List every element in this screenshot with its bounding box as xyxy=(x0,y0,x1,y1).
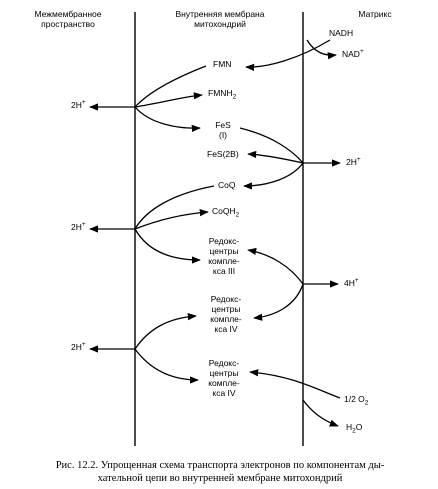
proton-right-2-sup: + xyxy=(354,277,359,285)
complex4b-line3: компле- xyxy=(208,378,240,388)
complex4a-line2: центры xyxy=(211,304,241,314)
label-coqh2 xyxy=(212,206,240,219)
arrow-junction-complex3-top xyxy=(248,250,303,284)
arrow-coq-junction xyxy=(135,186,214,229)
arrow-junction-coqh2 xyxy=(135,212,208,229)
arrow-nadh-fmn xyxy=(246,40,330,67)
arrow-o2-h2o xyxy=(303,400,338,426)
fes1-line2: (I) xyxy=(218,130,228,140)
proton-right-1-base: 2H xyxy=(346,157,357,167)
label-nad-plus xyxy=(342,49,364,59)
label-proton-right-2 xyxy=(344,278,359,288)
arrow-fes1-junction xyxy=(240,128,303,163)
coqh-sub: 2 xyxy=(235,211,240,219)
proton-left-1-sup: + xyxy=(81,99,86,107)
arrow-junction-fmnh2 xyxy=(135,95,202,107)
fmnh-sub: 2 xyxy=(232,93,237,101)
label-half-o2 xyxy=(344,394,369,407)
header-left-line2: пространство xyxy=(41,19,95,29)
complex4a-line4: кса IV xyxy=(214,324,238,334)
label-fes2b: FeS(2B) xyxy=(207,149,239,159)
header-right: Матрикс xyxy=(358,9,392,19)
label-h2o xyxy=(346,422,363,435)
label-nadh: NADH xyxy=(329,28,354,38)
complex4a-line3: компле- xyxy=(210,314,242,324)
proton-left-2-base: 2H xyxy=(71,222,82,232)
label-fes1 xyxy=(206,120,240,140)
complex3-line1: Редокс- xyxy=(208,236,240,246)
label-complex-4a xyxy=(200,294,252,334)
complex4b-line4: кса IV xyxy=(212,388,236,398)
h2o-h: H xyxy=(346,422,353,432)
nad-sup: + xyxy=(359,48,364,56)
h2o-o: O xyxy=(355,422,363,432)
header-center-line2: митохондрий xyxy=(194,19,246,29)
arrow-junction-coq xyxy=(244,163,303,186)
label-proton-left-1 xyxy=(71,100,86,110)
label-proton-right-1 xyxy=(346,157,361,167)
label-proton-left-3 xyxy=(71,342,86,352)
arrow-junction-complex4a-left xyxy=(135,316,196,349)
header-left-line1: Межмембранное xyxy=(34,9,102,19)
h2o-sub: 2 xyxy=(352,427,356,435)
arrow-o2-complex4b xyxy=(250,372,340,398)
caption-line2: хательной цепи во внутренней мембране митохондрий xyxy=(97,473,343,484)
complex4a-line1: Редокс- xyxy=(210,294,242,304)
complex3-line3: компле- xyxy=(208,256,240,266)
proton-left-2-sup: + xyxy=(81,221,86,229)
label-proton-left-2 xyxy=(71,222,86,232)
header-inner-membrane xyxy=(160,9,280,29)
arrow-junction-complex4b xyxy=(135,349,198,380)
proton-left-3-base: 2H xyxy=(71,342,82,352)
complex3-line2: центры xyxy=(209,246,239,256)
header-intermembrane-space xyxy=(18,9,118,29)
arrow-junction-complex4a xyxy=(254,284,303,318)
caption-line1: Рис. 12.2. Упрощенная схема транспорта электронов по компонентам ды- xyxy=(55,460,385,471)
complex4b-line2: центры xyxy=(209,368,239,378)
arrow-junction-complex3 xyxy=(135,229,200,260)
label-complex-3 xyxy=(200,236,248,276)
label-complex-4b xyxy=(198,358,250,398)
proton-left-1-base: 2H xyxy=(71,100,82,110)
nad-base: NAD xyxy=(342,49,360,59)
fmnh-base: FMNH xyxy=(208,88,233,98)
complex3-line4: кса III xyxy=(212,266,236,276)
complex4b-line1: Редокс- xyxy=(208,358,240,368)
arrow-nadh-nad xyxy=(307,40,336,55)
label-fmnh2 xyxy=(208,88,237,101)
fes1-line1: FeS xyxy=(215,120,231,130)
arrow-junction-fes1 xyxy=(135,107,200,128)
figure-caption xyxy=(15,459,425,485)
header-center-line1: Внутренняя мембрана xyxy=(175,9,265,19)
coqh-base: CoQH xyxy=(212,206,236,216)
proton-right-1-sup: + xyxy=(356,156,361,164)
o2-sub: 2 xyxy=(364,399,369,407)
label-fmn: FMN xyxy=(213,59,232,69)
label-coq: CoQ xyxy=(218,180,236,190)
proton-right-2-base: 4H xyxy=(344,278,355,288)
proton-left-3-sup: + xyxy=(81,341,86,349)
header-matrix xyxy=(340,9,410,19)
o2-base: 1/2 O xyxy=(344,394,365,404)
